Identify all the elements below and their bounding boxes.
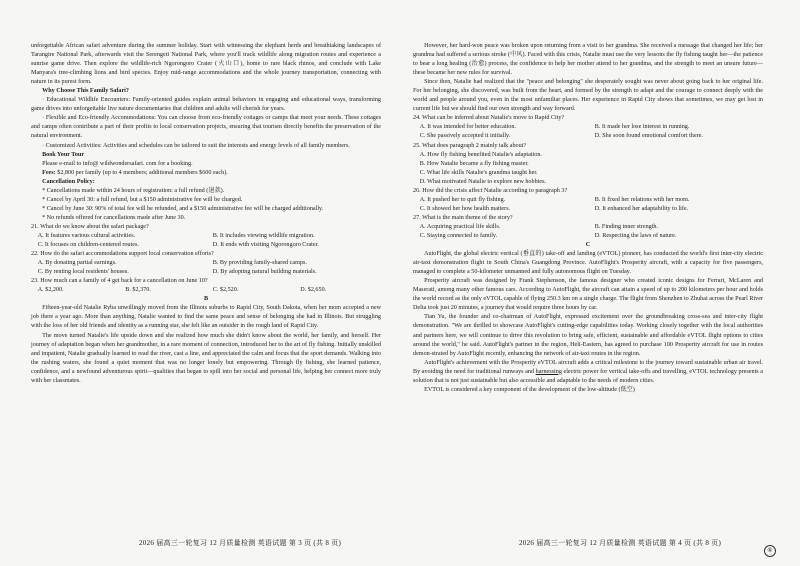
option-27c: C. Staying connected to family. (419, 232, 498, 239)
question-27: 27. What is the main theme of the story? (413, 214, 513, 221)
passage-c-paragraph-3: Tian Yu, the founder and co-chairman of AutoFlight, expressed excitement over the groundbreaking cross-sea and inter-city flight demonstration. "We are thrilled to showcase AutoFlight's cutting-edge capabilities today. Working closely together with the local authorities and partners here, we will continue to drive this revolution to bring safe, efficient, sustainable and affordable eVTOL flight options to cities around the world," he said. AutoFlight's partner in the region, Heli-Eastern, has agreed to purchase 100 Prosperity aircraft for use in routes demon-strated by AutoFlight recently, enhancing the network of air-taxi routes in the region. (413, 314, 763, 357)
option-27b: B. Finding inner strength. (594, 223, 659, 230)
fees-text: $2,800 per family (up to 4 members; additional members $600 each). (57, 169, 228, 176)
right-page-column (413, 42, 763, 395)
fees-label: Fees: (42, 169, 56, 176)
option-24c: C. She passively accepted it initially. (419, 133, 511, 140)
option-26a: A. It pushed her to quit fly fishing. (419, 196, 506, 203)
option-22d: D. By adopting natural building materials. (212, 269, 317, 276)
question-27-options (413, 223, 763, 241)
passage-b-paragraph-2: The move turned Natalie's life upside down and she realized how much she didn't know about the world, her family, and herself. Her journey of adaptation began when her grandmother, in a rare moment of connection, introduced her to the art of fly fishing. Initially unskilled and impatient, Natalie gradually learned to read the river, cast a line, and appreciated the calm and focus that the sport demands. Walking into the rushing waters, she found a quiet moment that was no longer lonely but empowering. Through fly fishing, she learned patience, confidence, and a newfound adventurous spirit—qualities that began to spill into her social and personal life, helping her connect more truly with her classmates. (31, 332, 381, 384)
option-21d: D. It ends with visiting Ngorongoro Crater. (212, 242, 319, 249)
option-24a: A. It was intended for better education. (419, 124, 516, 131)
footer-page-4: 2026 届高三一轮复习 12 月质量检测 英语试题 第 4 页 (共 8 页) (519, 539, 722, 547)
safari-intro-paragraph: unforgettable African safari adventure during the summer holiday. Start with witnessing the elephant herds and breathtaking landscapes of Tarangire National Park, afterwards visit the Serengeti National Park, where you'll track wildlife along migration routes and experience a sunrise game drive. Then explore the wildlife-rich Ngorongoro Crater (火山口), home to rare black rhinos, and conclude with Lake Manyara's tree-climbing lions and bird species. Enjoy mid-range accommodations and the whole journey transportation, connecting with nature in its purest form. (31, 43, 381, 86)
option-27d: D. Respecting the laws of nature. (594, 232, 677, 239)
question-21: 21. What do we know about the safari package? (31, 223, 149, 230)
underlined-word-harnessing: harnessing (535, 368, 562, 375)
option-26b: B. It fixed her relations with her mom. (594, 196, 690, 203)
passage-b-paragraph-1: Fifteen-year-old Natalie Ryba unwillingly moved from the Illinois suburbs to Rapid City, South Dakota, when her mom accepted a new job there a year ago. More than anything, Natalie wanted to find the same peace and sense of belonging she had in Illinois. But struggling with the loss of her old friends and identity as a running star, she felt like an outsider in the rough land of Rapid City. (31, 305, 381, 330)
book-tour-heading: Book Your Tour (42, 151, 85, 158)
paragraph-4-start: AutoFlight's achievement with the Prosperity eVTOL aircraft adds a critical milestone to the journey toward sustainable urban air travel. By avoiding the need for traditional runways and (413, 359, 763, 375)
question-25-options (413, 151, 763, 187)
question-25: 25. What does paragraph 2 mainly talk about? (413, 142, 527, 149)
option-27a: A. Acquiring practical life skills. (419, 223, 501, 230)
footer-page-3: 2026 届高三一轮复习 12 月质量检测 英语试题 第 3 页 (共 8 页) (139, 539, 342, 547)
option-25d: D. What motivated Natalie to explore new hobbies. (419, 178, 546, 185)
option-25a: A. How fly fishing benefited Natalie's adaptation. (419, 151, 542, 158)
option-22a: A. By donating partial earnings. (37, 260, 117, 267)
option-22c: C. By renting local residents' houses. (37, 269, 129, 276)
question-26: 26. How did the crisis affect Natalie according to paragraph 3? (413, 187, 568, 194)
option-21a: A. It features various cultural activities. (37, 232, 136, 239)
policy-item-1: * Cancellations made within 24 hours of registration: a full refund (退款). (42, 187, 225, 194)
left-page-column (31, 42, 381, 386)
passage-c-paragraph-5: EVTOL is considered a key component of the development of the low-altitude (低空) (424, 386, 635, 393)
option-21b: B. It includes viewing wildlife migration. (212, 232, 315, 239)
option-23b: B. $2,370. (125, 287, 151, 294)
option-26d: D. It enhanced her adaptability to life. (594, 205, 689, 212)
cancellation-policy-heading: Cancellation Policy: (42, 178, 95, 185)
section-b-heading: B (203, 296, 209, 303)
option-22b: B. By providing family-shared camps. (212, 260, 307, 267)
booking-email-line: Please e-mail to info@ wildwondersafari. com for a booking. (42, 160, 193, 167)
why-choose-heading: Why Choose This Family Safari? (42, 88, 129, 95)
option-25b: B. How Natalie became a fly fishing master. (419, 160, 529, 167)
policy-item-4: * No refunds offered for cancellations made after June 30. (42, 214, 186, 221)
passage-c-paragraph-1: AutoFlight, the global electric vertical (垂直的) take-off and landing (eVTOL) pioneer, has conducted the world's first inter-city electric air-taxi demonstration flight in South China's Guangdong Province. AutoFlight's Prosperity aircraft, with a capacity for five passengers, managed to complete a 50-kilometer unmanned and fully autonomous flight on Tuesday. (413, 251, 763, 276)
option-23c: C. $2,520. (212, 287, 239, 294)
question-23: 23. How much can a family of 4 get back for a cancellation on June 10? (31, 278, 208, 285)
fees-line (31, 169, 381, 178)
question-24: 24. What can be inferred about Natalie's move to Rapid City? (413, 115, 565, 122)
passage-b-paragraph-4: Since then, Natalie had realized that the "peace and belonging" she desperately sought was never about going back to her original life. For her belonging, she discovered, was built from the heart, and formed by the strength to adapt and the courage to connect deeply with the world and people around you, even in the most unfamiliar places. Her experience in Rapid City shows that sometimes, we may get lost in current life but we should find our own strength and way forward. (413, 79, 763, 113)
page-badge: ⑥ (764, 545, 776, 557)
eco-accommodation-bullet: · Flexible and Eco-friendly Accommodations: You can choose from eco-friendly cottages or camps that meet your needs. These cottages and camps often contribute a part of their profits to local conservation projects, ensuring that tourism directly benefits the preservation of the natural environment. (31, 115, 381, 140)
option-21c: C. It focuses on children-centered routes. (37, 242, 139, 249)
question-22: 22. How do the safari accommodations support local conservation efforts? (31, 251, 214, 258)
option-24b: B. It made her lose interest in running. (594, 124, 690, 131)
option-23d: D. $2,650. (300, 287, 327, 294)
customized-activities-bullet: · Customized Activities: Activities and schedules can be tailored to suit the interests and energy levels of all family members. (42, 142, 350, 149)
policy-item-3: * Cancel by June 30: 90% of total fee will be refunded, and a $150 administrative fee will be charged additionally. (42, 205, 324, 212)
question-24-options (413, 123, 763, 141)
passage-b-paragraph-3: However, her hard-won peace was broken upon returning from a visit to her grandma. She received a message that changed her life; her grandma had suffered a serious stroke (中风). Faced with this crisis, Natalie must use the very lessons the fly fishing taught her—the patience to bear a long healing (治愈) process, the confidence to help her mother attend to her grandma, and the strength to meet an unsure future—these became her new rules for survival. (413, 43, 763, 77)
question-22-options (31, 259, 381, 277)
option-24d: D. She soon found emotional comfort there. (594, 133, 703, 140)
option-25c: C. What life skills Natalie's grandma taught her. (419, 169, 538, 176)
educational-wildlife-bullet: · Educational Wildlife Encounters: Family-oriented guides explain animal behaviors in engaging and educational ways, transforming game drives into unforgettable live nature documentaries that children and adults will cherish for years. (31, 97, 381, 113)
policy-item-2: * Cancel by April 30: a full refund, but a $150 administrative fee will be charged. (42, 196, 243, 203)
paragraph-4-end: electric power for vertical take-offs and travelling, eVTOL technology presents a solution that is not just sustainable but also accessible and adaptable to the needs of modern cities. (413, 368, 763, 384)
passage-c-paragraph-4 (413, 359, 763, 386)
question-26-options (413, 196, 763, 214)
option-23a: A. $2,200. (37, 287, 64, 294)
passage-c-paragraph-2: Prosperity aircraft was designed by Frank Stephenson, the famous designer who created iconic designs for Ferrari, McLaren and Maserati, among many other famous cars. According to AutoFlight, the aircraft can attain a speed of up to 200 kilometers per hour and holds the world record as the only eVTOL capable of flying 250.3 km on a single charge. The flight from Shenzhen to Zhuhai across the Pearl River Delta took just 20 minutes, a journey that would require three hours by car. (413, 278, 763, 312)
question-23-options (31, 286, 381, 295)
section-c-heading: C (585, 242, 591, 249)
option-26c: C. It showed her how health matters. (419, 205, 511, 212)
question-21-options (31, 232, 381, 250)
